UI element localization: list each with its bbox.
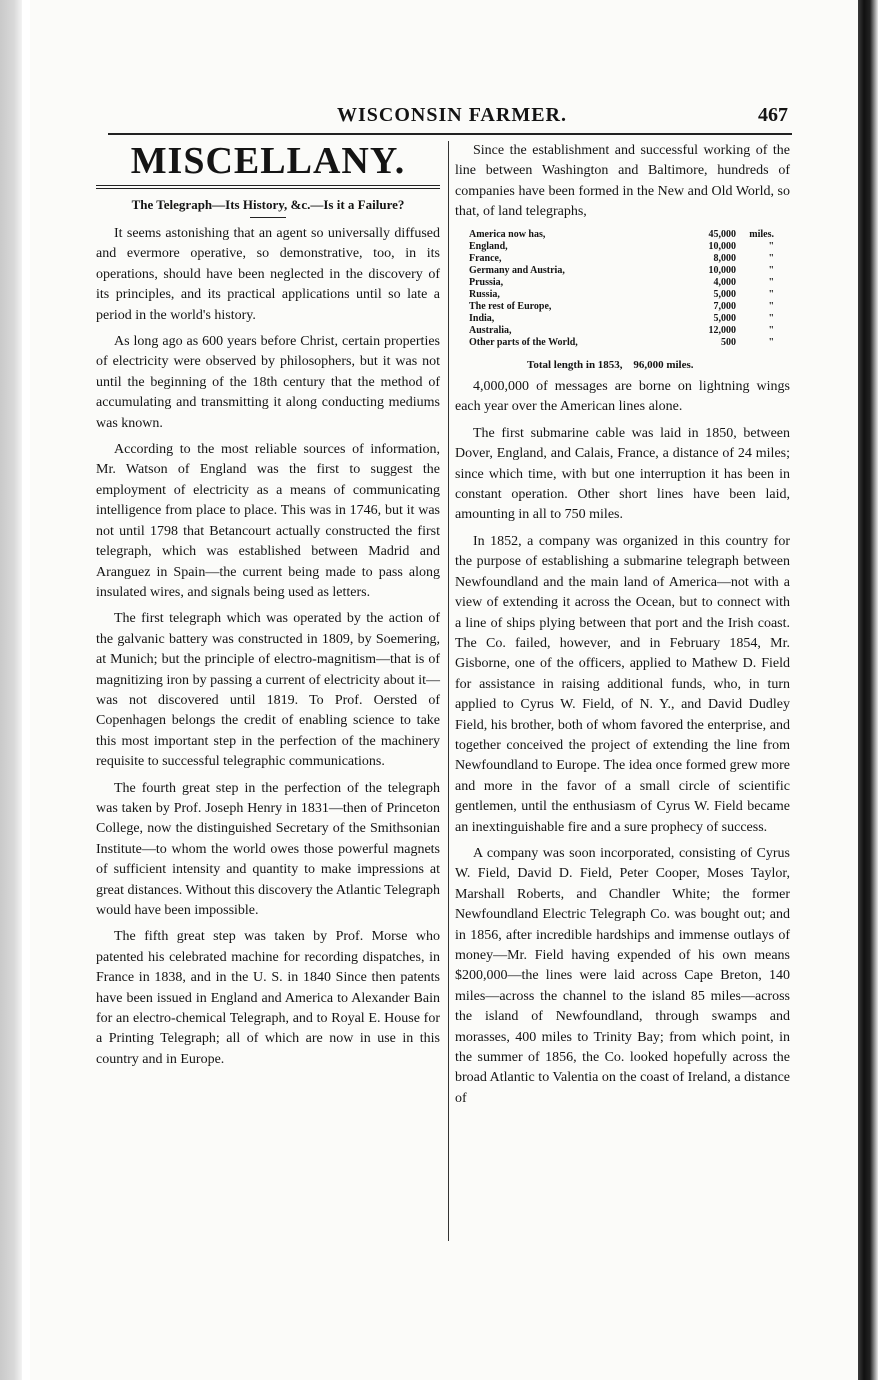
row-label: The rest of Europe, xyxy=(469,300,552,312)
column-divider xyxy=(448,141,449,1241)
table-row xyxy=(469,241,774,253)
row-value: 8,000 xyxy=(713,252,736,264)
page-number: 467 xyxy=(758,104,788,126)
row-value: 5,000 xyxy=(713,312,736,324)
row-value: 5,000 xyxy=(713,288,736,300)
telegraph-mileage-table xyxy=(469,229,774,349)
paragraph: The first submarine cable was laid in 1850, between Dover, England, and Calais, France, a distance of 24 miles; since which time, with but one interruption it has been in constant operation. Other short lines have been laid, amounting in all to 750 miles. xyxy=(455,425,790,523)
paragraph: According to the most reliable sources of information, Mr. Watson of England was the first to suggest the employment of electricity as a means of communicating intelligence from place to place. This was in 1746, but it was not until 1798 that Betancourt actually constructed the first telegraph, which was established between Madrid and Aranguez in Spain—the current being made to pass along insulated wires, and signals being used as letters. xyxy=(96,442,440,600)
row-label: Russia, xyxy=(469,288,500,300)
table-row xyxy=(469,301,774,313)
row-value: 4,000 xyxy=(713,276,736,288)
table-row xyxy=(469,325,774,337)
row-label: America now has, xyxy=(469,228,546,240)
paragraph: 4,000,000 of messages are borne on lightning wings each year over the American lines alone. xyxy=(455,379,790,415)
paragraph: Since the establishment and successful working of the line between Washington and Baltimore, hundreds of companies have been formed in the New and Old World, so that, of land telegraphs, xyxy=(455,143,790,220)
row-unit: " xyxy=(768,240,774,252)
row-value: 500 xyxy=(721,336,736,348)
row-unit: " xyxy=(768,288,774,300)
scan-binding-edge xyxy=(858,0,878,1380)
paragraph: The fifth great step was taken by Prof. Morse who patented his celebrated machine for recording dispatches, in France in 1838, and in the U. S. in 1840 Since then patents have been issued in England and America to Alexander Bain for an electro-chemical Telegraph, and to Royal E. House for a Printing Telegraph; all of which are now in use in this country and in Europe. xyxy=(96,929,440,1067)
article-title: The Telegraph—Its History, &c.—Is it a Failure? xyxy=(131,197,405,212)
table-row xyxy=(469,265,774,277)
section-title: MISCELLANY. xyxy=(130,140,406,182)
header-rule xyxy=(108,133,792,135)
table-row xyxy=(469,289,774,301)
row-label: Other parts of the World, xyxy=(469,336,578,348)
paragraph: The first telegraph which was operated by the action of the galvanic battery was constructed in 1809, by Soemering, at Munich; but the principle of electro-magnitism—that is of magnitizing iron by passing a current of electricity about it—was not discovered until 1819. To Prof. Oersted of Copenhagen belongs the credit of enabling science to take this most important step in the perfection of the machinery requisite to successful telegraphic communications. xyxy=(96,611,440,770)
table-row xyxy=(469,253,774,265)
row-label: India, xyxy=(469,312,495,324)
paragraph: The fourth great step in the perfection of the telegraph was taken by Prof. Joseph Henry in 1831—then of Princeton College, now the distinguished Secretary of the Smithsonian Institute—to whom the world owes those powerful magnets of sufficient intensity and quantity to make impressions at great distances. Without this discovery the Atlantic Telegraph would have been impossible. xyxy=(96,780,440,918)
running-header xyxy=(108,104,796,132)
row-value: 45,000 xyxy=(708,228,736,240)
row-unit: " xyxy=(768,300,774,312)
title-rule xyxy=(250,217,286,218)
table-row xyxy=(469,313,774,325)
row-value: 12,000 xyxy=(708,324,736,336)
total-label: Total length in 1853, xyxy=(527,358,623,371)
row-value: 10,000 xyxy=(708,264,736,276)
total-unit: miles. xyxy=(666,358,694,371)
row-label: England, xyxy=(469,240,508,252)
row-unit: " xyxy=(768,324,774,336)
row-unit: " xyxy=(768,264,774,276)
row-value: 10,000 xyxy=(708,240,736,252)
paragraph: It seems astonishing that an agent so universally diffused and evermore operative, so demonstrative, too, in its operations, should have been neglected in the discovery of its principles, and its practical applications until so late a period in the world's history. xyxy=(96,226,440,323)
table-row xyxy=(469,229,774,241)
table-row xyxy=(469,277,774,289)
row-unit: " xyxy=(768,312,774,324)
paragraph: In 1852, a company was organized in this country for the purpose of establishing a submarine telegraph between Newfoundland and the main land of America—not with a view of extending it across the Ocean, but to connect with a line of ships plying between that port and the Irish coast. The Co. failed, however, and in February 1854, Mr. Gisborne, one of the officers, applied to Mathew D. Field for assistance in raising additional funds, who, in turn applied to Cyrus W. Field, of N. Y., and David Dudley Field, his brother, both of whom favored the enterprise, and together conceived the project of extending the line from Newfoundland to Europe. The idea once formed grew more and more in the favor of a small circle of scientific gentlemen, until the enthusiasm of Cyrus W. Field became an inextinguishable fire and a sure prophecy of success. xyxy=(455,533,790,835)
row-unit: " xyxy=(768,336,774,348)
row-unit: " xyxy=(768,276,774,288)
paragraph: As long ago as 600 years before Christ, certain properties of electricity were observed by philosophers, but it was not until the beginning of the 18th century that the method of accumulating and transmitting it along conducting mediums was known. xyxy=(96,334,440,431)
table-row xyxy=(469,337,774,349)
table-total xyxy=(527,355,790,375)
row-label: Australia, xyxy=(469,324,512,336)
running-title: WISCONSIN FARMER. xyxy=(337,104,567,126)
row-label: Prussia, xyxy=(469,276,504,288)
total-value: 96,000 xyxy=(633,358,664,371)
scan-left-edge xyxy=(0,0,22,1380)
row-value: 7,000 xyxy=(713,300,736,312)
section-rule xyxy=(96,185,440,189)
row-unit: " xyxy=(768,252,774,264)
row-label: Germany and Austria, xyxy=(469,264,565,276)
row-label: France, xyxy=(469,252,502,264)
paragraph: A company was soon incorporated, consisting of Cyrus W. Field, David D. Field, Peter Cooper, Moses Taylor, Marshall Roberts, and Chandler White; the former Newfoundland Electric Telegraph Co. was bought out; and in 1856, after incredible hardships and immense outlays of money—Mr. Field having expended of his own means $200,000—the lines were laid across Cape Breton, 140 miles—across the channel to the island 85 miles—across the island of Newfoundland, through swamps and morasses, 400 miles to Trinity Bay; from which point, in the summer of 1856, the Co. looked hopefully across the broad Atlantic to Valentia on the coast of Ireland, a distance of xyxy=(455,845,790,1106)
row-unit: miles. xyxy=(749,228,774,240)
left-column xyxy=(96,141,440,1076)
right-column xyxy=(455,141,790,1115)
